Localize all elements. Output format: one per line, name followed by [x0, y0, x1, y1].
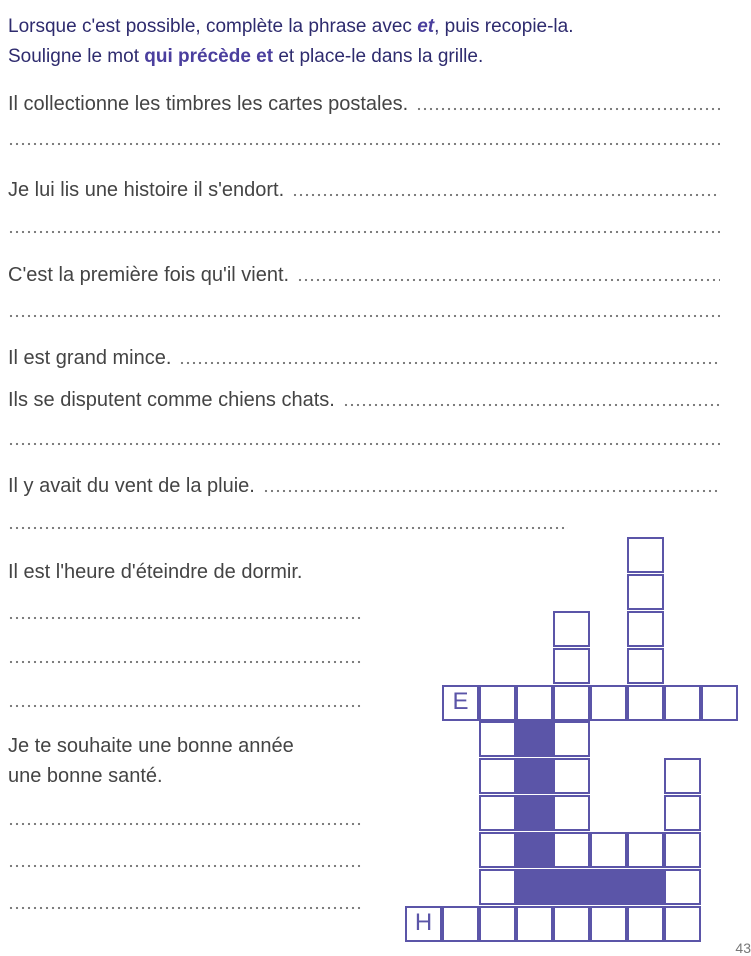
- grid-cell[interactable]: [553, 906, 590, 942]
- answer-line-3[interactable]: [8, 314, 720, 318]
- grid-cell-shaded: [590, 869, 627, 905]
- answer-dots[interactable]: [263, 489, 720, 493]
- grid-cell[interactable]: [627, 906, 664, 942]
- grid-cell[interactable]: [516, 906, 553, 942]
- grid-cell[interactable]: [701, 685, 738, 721]
- sentence-5: Ils se disputent comme chiens chats.: [8, 384, 720, 412]
- answer-dots[interactable]: [297, 278, 720, 282]
- answer-line-8b[interactable]: [8, 864, 363, 868]
- letter-e: E: [452, 688, 469, 715]
- grid-cell[interactable]: [664, 795, 701, 831]
- emphasis-qui-precede: qui précède et: [144, 46, 274, 67]
- answer-line-7c[interactable]: [8, 704, 363, 708]
- grid-cell[interactable]: [664, 832, 701, 868]
- grid-cell-shaded: [553, 869, 590, 905]
- answer-dots[interactable]: [179, 361, 720, 365]
- grid-cell[interactable]: [553, 685, 590, 721]
- page-number: 43: [735, 940, 751, 956]
- sentence-2: Je lui lis une histoire il s'endort.: [8, 174, 720, 202]
- grid-cell[interactable]: [553, 648, 590, 684]
- grid-cell[interactable]: [479, 758, 516, 794]
- grid-cell[interactable]: [479, 906, 516, 942]
- grid-cell-shaded: [516, 869, 553, 905]
- sentence-8-line-1: Je te souhaite une bonne année: [8, 735, 294, 757]
- letter-h: H: [414, 909, 433, 936]
- grid-cell[interactable]: [479, 869, 516, 905]
- grid-cell-shaded: [516, 832, 553, 868]
- answer-line-8c[interactable]: [8, 906, 363, 910]
- grid-cell[interactable]: [627, 648, 664, 684]
- sentence-8-line-2: une bonne santé.: [8, 765, 163, 787]
- instruction-line-2: Souligne le mot qui précède et et place-le dans la grille.: [8, 46, 484, 67]
- grid-cell-shaded: [516, 721, 553, 757]
- grid-cell[interactable]: [553, 832, 590, 868]
- answer-dots[interactable]: [343, 403, 720, 407]
- grid-cell-e[interactable]: [442, 685, 479, 721]
- sentence-4: Il est grand mince.: [8, 342, 720, 370]
- grid-cell[interactable]: [627, 574, 664, 610]
- grid-cell[interactable]: [479, 832, 516, 868]
- grid-cell[interactable]: [590, 685, 627, 721]
- grid-cell-shaded: [627, 869, 664, 905]
- grid-cell-shaded: [516, 758, 553, 794]
- grid-cell[interactable]: [553, 611, 590, 647]
- grid-cell[interactable]: [553, 758, 590, 794]
- answer-line-6[interactable]: [8, 526, 568, 530]
- grid-cell[interactable]: [479, 685, 516, 721]
- emphasis-et: et: [417, 16, 435, 37]
- grid-cell[interactable]: [664, 758, 701, 794]
- grid-cell[interactable]: [664, 869, 701, 905]
- grid-cell[interactable]: [664, 685, 701, 721]
- grid-cell[interactable]: [627, 685, 664, 721]
- grid-cell[interactable]: [627, 611, 664, 647]
- grid-cell[interactable]: [442, 906, 479, 942]
- grid-cell-h[interactable]: [405, 906, 442, 942]
- grid-cell[interactable]: [627, 537, 664, 573]
- answer-line-5[interactable]: [8, 442, 720, 446]
- sentence-1: Il collectionne les timbres les cartes postales.: [8, 88, 720, 116]
- sentence-6: Il y avait du vent de la pluie.: [8, 470, 720, 498]
- answer-dots[interactable]: [416, 107, 720, 111]
- grid-cell[interactable]: [590, 906, 627, 942]
- grid-cell[interactable]: [627, 832, 664, 868]
- answer-line-2[interactable]: [8, 230, 720, 234]
- answer-dots[interactable]: [292, 193, 720, 197]
- grid-cell[interactable]: [479, 795, 516, 831]
- sentence-7: Il est l'heure d'éteindre de dormir.: [8, 561, 303, 583]
- grid-cell[interactable]: [664, 906, 701, 942]
- grid-cell[interactable]: [553, 795, 590, 831]
- grid-cell[interactable]: [590, 832, 627, 868]
- answer-line-1[interactable]: [8, 142, 720, 146]
- sentence-3: C'est la première fois qu'il vient.: [8, 259, 720, 287]
- grid-cell-shaded: [516, 795, 553, 831]
- answer-line-7b[interactable]: [8, 660, 363, 664]
- answer-line-8a[interactable]: [8, 822, 363, 826]
- grid-cell[interactable]: [553, 721, 590, 757]
- grid-cell[interactable]: [516, 685, 553, 721]
- grid-cell[interactable]: [479, 721, 516, 757]
- instruction-line-1: Lorsque c'est possible, complète la phrase avec et, puis recopie-la.: [8, 16, 574, 37]
- answer-line-7a[interactable]: [8, 616, 363, 620]
